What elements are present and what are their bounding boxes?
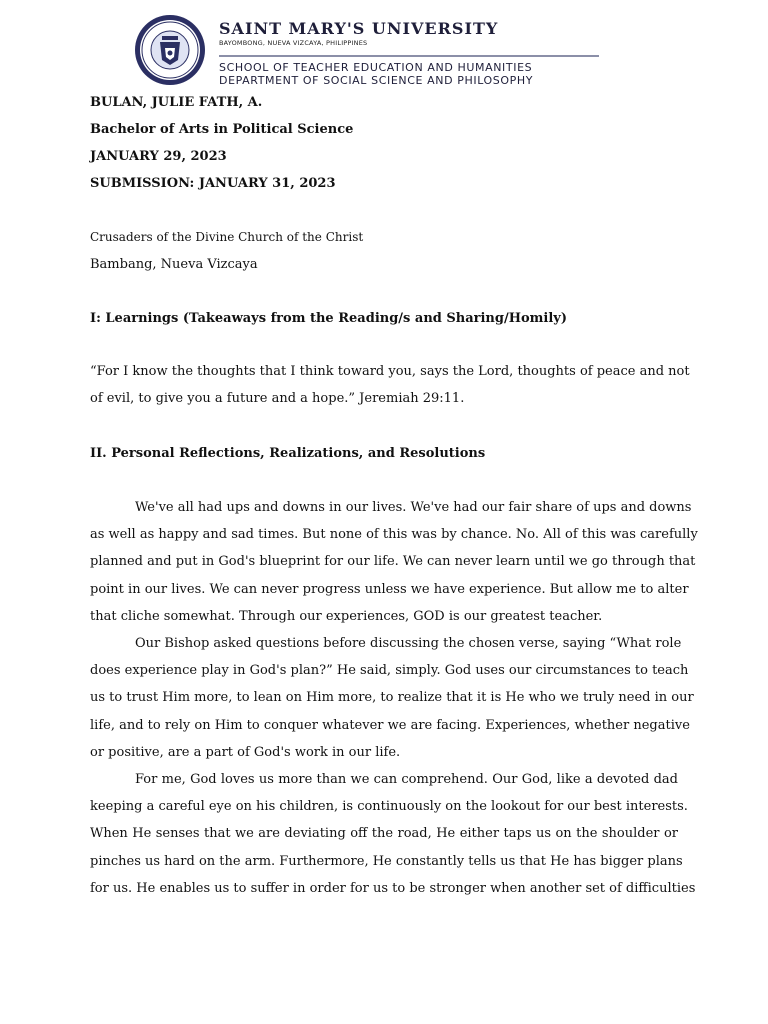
paragraph-line: Our Bishop asked questions before discussing the chosen verse, saying “What role: [135, 636, 682, 652]
paragraph-line: or positive, are a part of God's work in our life.: [90, 744, 401, 760]
degree-program: Bachelor of Arts in Political Science: [90, 122, 354, 137]
paragraph-line: point in our lives. We can never progress unless we have experience. But allow me to alter: [90, 581, 689, 597]
reflection-body: [90, 494, 698, 902]
bible-quote: [90, 358, 690, 412]
university-seal-icon: [134, 14, 206, 86]
paragraph-line: When He senses that we are deviating off the road, He either taps us on the shoulder or: [90, 826, 678, 842]
paragraph-line: keeping a careful eye on his children, is continuously on the lookout for our best interests.: [90, 799, 688, 815]
section-2-heading: II. Personal Reflections, Realizations, and Resolutions: [90, 446, 486, 461]
church-location: Bambang, Nueva Vizcaya: [90, 257, 258, 272]
paragraph-line: life, and to rely on Him to conquer whatever we are facing. Experiences, whether negative: [90, 717, 690, 733]
paragraph-line: that cliche somewhat. Through our experiences, GOD is our greatest teacher.: [90, 608, 603, 624]
quote-line: “For I know the thoughts that I think toward you, says the Lord, thoughts of peace and not: [90, 364, 690, 379]
letterhead: [134, 14, 604, 90]
department-name: DEPARTMENT OF SOCIAL SCIENCE AND PHILOSOPHY: [219, 74, 534, 87]
submission-date: SUBMISSION: JANUARY 31, 2023: [90, 176, 336, 191]
letterhead-divider: [219, 55, 599, 57]
section-1-heading: I: Learnings (Takeaways from the Reading/s and Sharing/Homily): [90, 311, 568, 326]
paragraph-line: for us. He enables us to suffer in order for us to be stronger when another set of difficulties: [90, 880, 696, 896]
paragraph-line: For me, God loves us more than we can comprehend. Our God, like a devoted dad: [135, 772, 678, 788]
document-date: JANUARY 29, 2023: [90, 149, 227, 164]
church-name: Crusaders of the Divine Church of the Christ: [90, 230, 364, 244]
paragraph-line: us to trust Him more, to lean on Him more, to realize that it is He who we truly need in our: [90, 690, 694, 706]
paragraph-line: as well as happy and sad times. But none of this was by chance. No. All of this was carefully: [90, 527, 698, 543]
paragraph-line: planned and put in God's blueprint for our life. We can never learn until we go through that: [90, 554, 696, 570]
school-name: SCHOOL OF TEACHER EDUCATION AND HUMANITIES: [219, 61, 533, 74]
paragraph-line: does experience play in God's plan?” He said, simply. God uses our circumstances to teach: [90, 663, 689, 679]
university-address: BAYOMBONG, NUEVA VIZCAYA, PHILIPPINES: [219, 39, 368, 47]
paragraph-line: We've all had ups and downs in our lives. We've had our fair share of ups and downs: [135, 500, 692, 515]
student-name: BULAN, JULIE FATH, A.: [90, 95, 263, 110]
letterhead-text: [219, 20, 604, 87]
paragraph-line: pinches us hard on the arm. Furthermore, He constantly tells us that He has bigger plans: [90, 853, 683, 869]
university-name: SAINT MARY'S UNIVERSITY: [219, 19, 499, 38]
quote-line: of evil, to give you a future and a hope.” Jeremiah 29:11.: [90, 391, 465, 407]
